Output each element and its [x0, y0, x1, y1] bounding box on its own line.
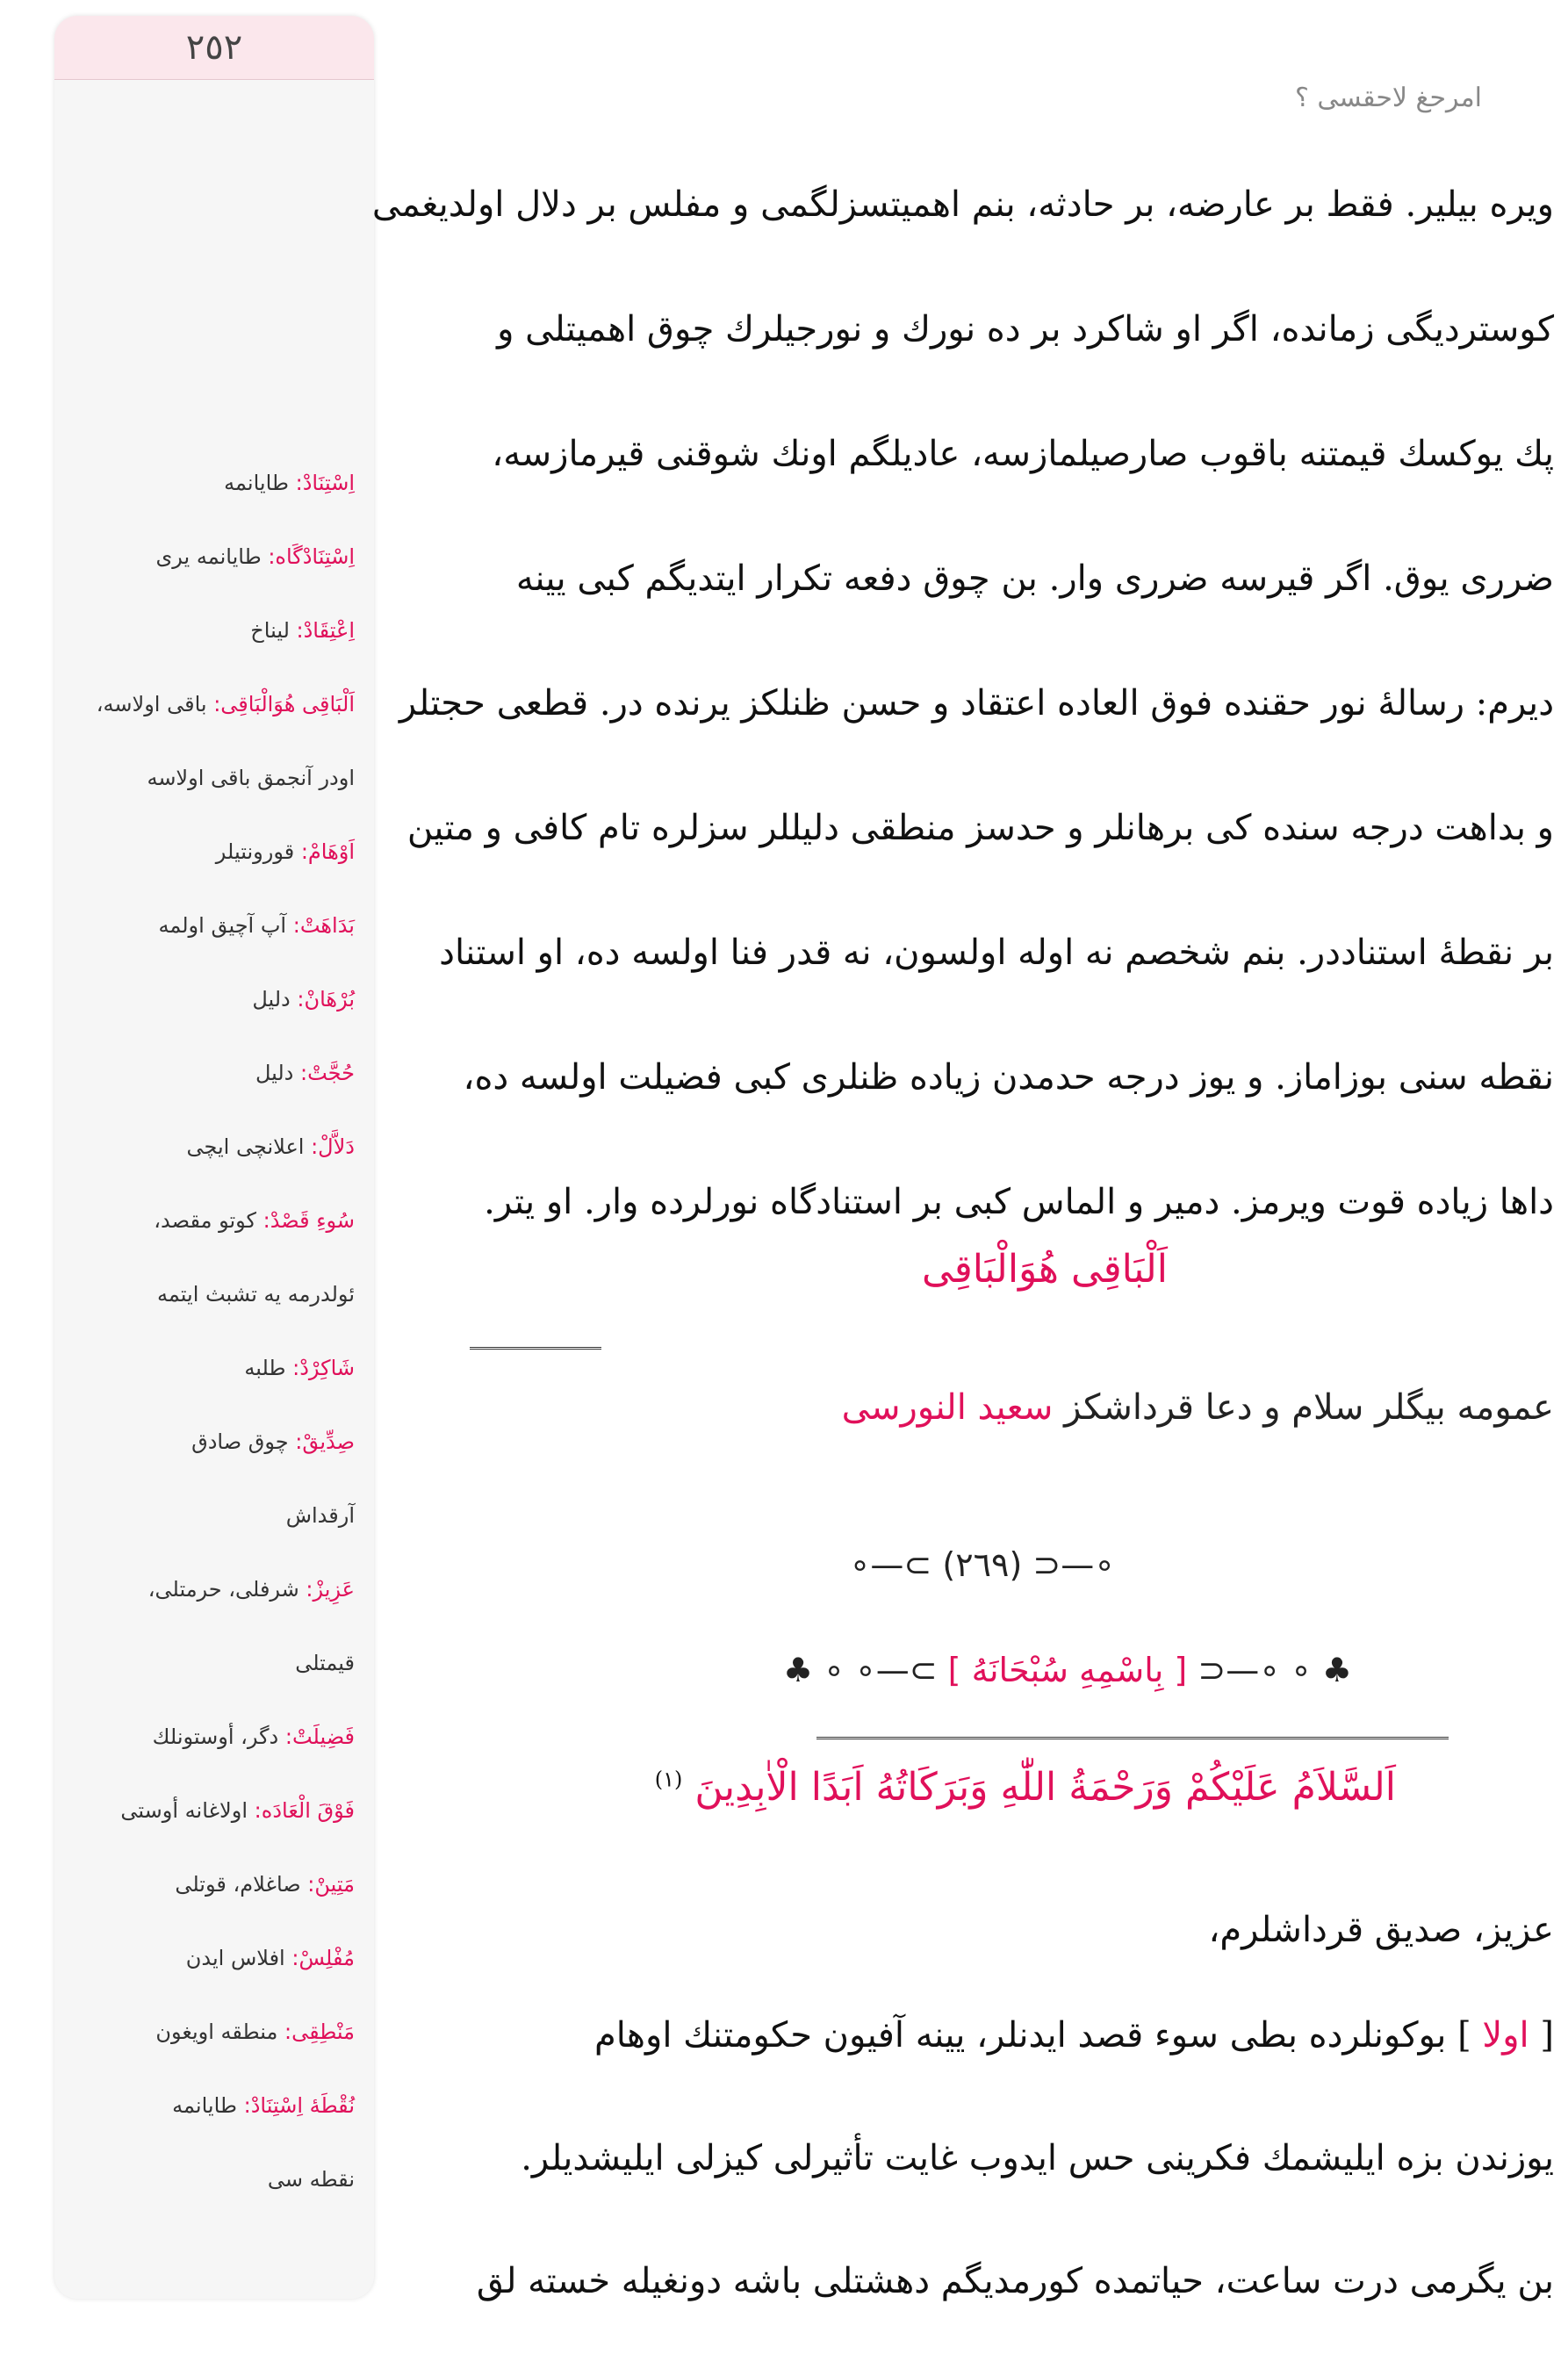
glossary-term: عَزِيزْ:	[306, 1577, 355, 1602]
glossary-definition: اولاغانه أوستى	[120, 1798, 248, 1823]
glossary-definition: ليناخ	[250, 618, 290, 643]
glossary-definition: دگر، أوستونلك	[152, 1724, 279, 1749]
glossary-definition: كوتو مقصد،	[154, 1208, 256, 1233]
glossary-definition: چوق صادق	[191, 1429, 289, 1454]
glossary-term: دَلاَّلْ:	[311, 1134, 355, 1159]
glossary-entry	[65, 1110, 355, 1184]
glossary-term: صِدِّيقْ:	[295, 1429, 355, 1454]
text-line: ضررى يوق. اگر قيرسه ضررى وار. بن چوق دفعه تكرار ايتديگم كبى يينه	[515, 558, 1554, 599]
glossary-definition: افلاس ايدن	[185, 1946, 285, 1970]
ornament-left: ⊃—∘	[849, 1545, 932, 1584]
glossary-definition: قيمتلى	[295, 1651, 355, 1675]
text-line: ديرم: رسالهٔ نور حقنده فوق العاده اعتقاد و حسن ظنلكز يرنده در. قطعى حجتلر	[399, 683, 1554, 724]
glossary-entry	[65, 594, 355, 667]
signature-name: سعيد النورسى	[841, 1387, 1054, 1428]
glossary-term: اِعْتِقَادْ:	[296, 618, 355, 643]
text-line: كوستردیگى زمانده، اگر او شاكرد بر ده نورك و نورجيلرك چوق اهميتلى و	[497, 309, 1554, 349]
glossary-definition: صاغلام، قوتلى	[175, 1872, 301, 1897]
text-line: بن يگرمى درت ساعت، حياتمده كورمدیگم دهشتلى باشه دونغيله خسته لق	[476, 2261, 1554, 2301]
text-line: داها زياده قوت ويرمز. دمير و الماس كبى بر استنادگاه نورلرده وار. او يتر.	[484, 1182, 1554, 1222]
glossary-term: حُجَّتْ:	[300, 1061, 355, 1085]
glossary-entry	[65, 741, 355, 815]
glossary-definition: نقطه سى	[267, 2167, 355, 2192]
glossary-term: مَنْطِقِى:	[284, 2020, 355, 2044]
glossary-definition: طايانمه	[172, 2093, 237, 2118]
glossary-term: اَلْبَاقِى هُوَالْبَاقِى:	[213, 692, 355, 716]
glossary-definition: آرقداش	[285, 1503, 355, 1528]
glossary-entry	[65, 1552, 355, 1626]
salam-rule	[816, 1737, 1449, 1739]
glossary-entry	[65, 1331, 355, 1405]
text-line: پك يوكسك قيمتنه باقوب صارصيلمازسه، عاديلگم اونك شوقنى قيرمازسه،	[492, 434, 1554, 474]
glossary-definition: طلبه	[244, 1356, 286, 1380]
salam-text: اَلسَّلاَمُ عَلَيْكُمْ وَرَحْمَةُ اللّٰهِ وَبَرَكَاتُهُ اَبَدًا الْاٰبِدِينَ	[694, 1765, 1396, 1810]
glossary-entry	[65, 2142, 355, 2216]
glossary-entry	[65, 1036, 355, 1110]
ornament-right: ∘—⊂	[1032, 1545, 1115, 1584]
glossary-entry	[65, 1479, 355, 1552]
page-number: ٢٥٢	[54, 16, 374, 80]
glossary-entry	[65, 1257, 355, 1331]
glossary-entry	[65, 1847, 355, 1921]
letter-number: (٢٦٩)	[942, 1545, 1023, 1584]
glossary-entry	[65, 667, 355, 741]
glossary-list	[65, 446, 355, 2216]
closing-formula: اَلْبَاقِى هُوَالْبَاقِى	[922, 1247, 1168, 1292]
footnote-mark: (١)	[654, 1767, 683, 1792]
text-line: [ اولا ] بوكونلرده بطى سوء قصد ايدنلر، يينه آفيون حكومتنك اوهام	[593, 2015, 1554, 2056]
glossary-entry	[65, 446, 355, 520]
glossary-term: فَوْقَ الْعَادَه:	[254, 1798, 355, 1823]
glossary-entry	[65, 1405, 355, 1479]
ornament-right: ♣ ∘ ∘—⊂	[1198, 1651, 1352, 1689]
glossary-term: اِسْتِنَادْ:	[295, 471, 355, 495]
glossary-term: نُقْطَهٔ اِسْتِنَادْ:	[243, 2093, 355, 2118]
glossary-entry	[65, 889, 355, 962]
glossary-term: مَتِينْ:	[307, 1872, 355, 1897]
glossary-entry	[65, 1995, 355, 2069]
glossary-definition: آپ آچيق اولمه	[158, 913, 287, 938]
glossary-definition: قورونتيلر	[215, 839, 295, 864]
text-line: و بداهت درجه سنده كى برهانلر و حدسز منطقى دليللر سزلره تام كافى و متين	[406, 808, 1554, 848]
running-title: امرحغ لاحقسى ؟	[1294, 83, 1482, 113]
glossary-definition: شرفلى، حرمتلى،	[147, 1577, 299, 1602]
signature-line	[842, 1387, 1554, 1428]
glossary-term: اِسْتِنَادْگَاه:	[268, 544, 355, 569]
glossary-entry	[65, 1700, 355, 1774]
glossary-sidebar	[54, 16, 374, 2299]
text-line: نقطه سنى بوزاماز. و يوز درجه حدمدن زياده ظنلرى كبى فضيلت اولسه ده،	[463, 1057, 1554, 1098]
glossary-definition: دليل	[255, 1061, 294, 1085]
decorative-rule	[470, 1347, 601, 1350]
glossary-term: فَضِيلَتْ:	[284, 1724, 355, 1749]
glossary-entry	[65, 962, 355, 1036]
salam-line	[655, 1765, 1396, 1810]
signature-text: عمومه بيگلر سلام و دعا قرداشكز	[1064, 1387, 1554, 1428]
glossary-entry	[65, 520, 355, 594]
glossary-entry	[65, 2069, 355, 2142]
glossary-entry	[65, 1184, 355, 1257]
glossary-definition: اودر آنجمق باقى اولاسه	[147, 766, 355, 790]
glossary-definition: باقى اولاسه،	[96, 692, 207, 716]
glossary-definition: اعلانچى ايچى	[186, 1134, 305, 1159]
text-line: بر نقطهٔ استناددر. بنم شخصم نه اوله اولسون، نه قدر فنا اولسه ده، او استناد	[439, 932, 1554, 973]
first-word-bracket: [ اولا ]	[1457, 2015, 1554, 2056]
greeting: عزيز، صديق قرداشلرم،	[1208, 1910, 1554, 1950]
glossary-term: شَاكِرْدْ:	[292, 1356, 355, 1380]
glossary-term: مُفْلِسْ:	[291, 1946, 355, 1970]
text-line: ويره بيلير. فقط بر عارضه، بر حادثه، بنم اهميتسزلگمى و مفلس بر دلال اولديغمى	[371, 184, 1554, 225]
glossary-definition: طايانمه يرى	[155, 544, 262, 569]
glossary-entry	[65, 1921, 355, 1995]
glossary-term: بَدَاهَتْ:	[292, 913, 355, 938]
glossary-definition: منطقه اويغون	[155, 2020, 278, 2044]
glossary-entry	[65, 1774, 355, 1847]
bismihi-ornament	[783, 1651, 1352, 1689]
glossary-entry	[65, 815, 355, 889]
ornament-left: ⊃—∘ ∘ ♣	[782, 1651, 938, 1689]
glossary-definition: دليل	[252, 987, 291, 1012]
glossary-term: بُرْهَانْ:	[297, 987, 355, 1012]
glossary-definition: ئولدرمه يه تشبث ايتمه	[157, 1282, 355, 1307]
glossary-term: سُوءِ قَصْدْ:	[263, 1208, 355, 1233]
glossary-term: اَوْهَامْ:	[300, 839, 355, 864]
bismihi: [ بِاسْمِهِ سُبْحَانَهُ ]	[947, 1651, 1188, 1689]
glossary-definition: طايانمه	[224, 471, 289, 495]
glossary-entry	[65, 1626, 355, 1700]
text-line: يوزندن بزه ايليشمك فكرينى حس ايدوب غايت تأثيرلى كيزلى ايليشديلر.	[521, 2138, 1554, 2178]
letter-number-ornament	[850, 1545, 1115, 1584]
